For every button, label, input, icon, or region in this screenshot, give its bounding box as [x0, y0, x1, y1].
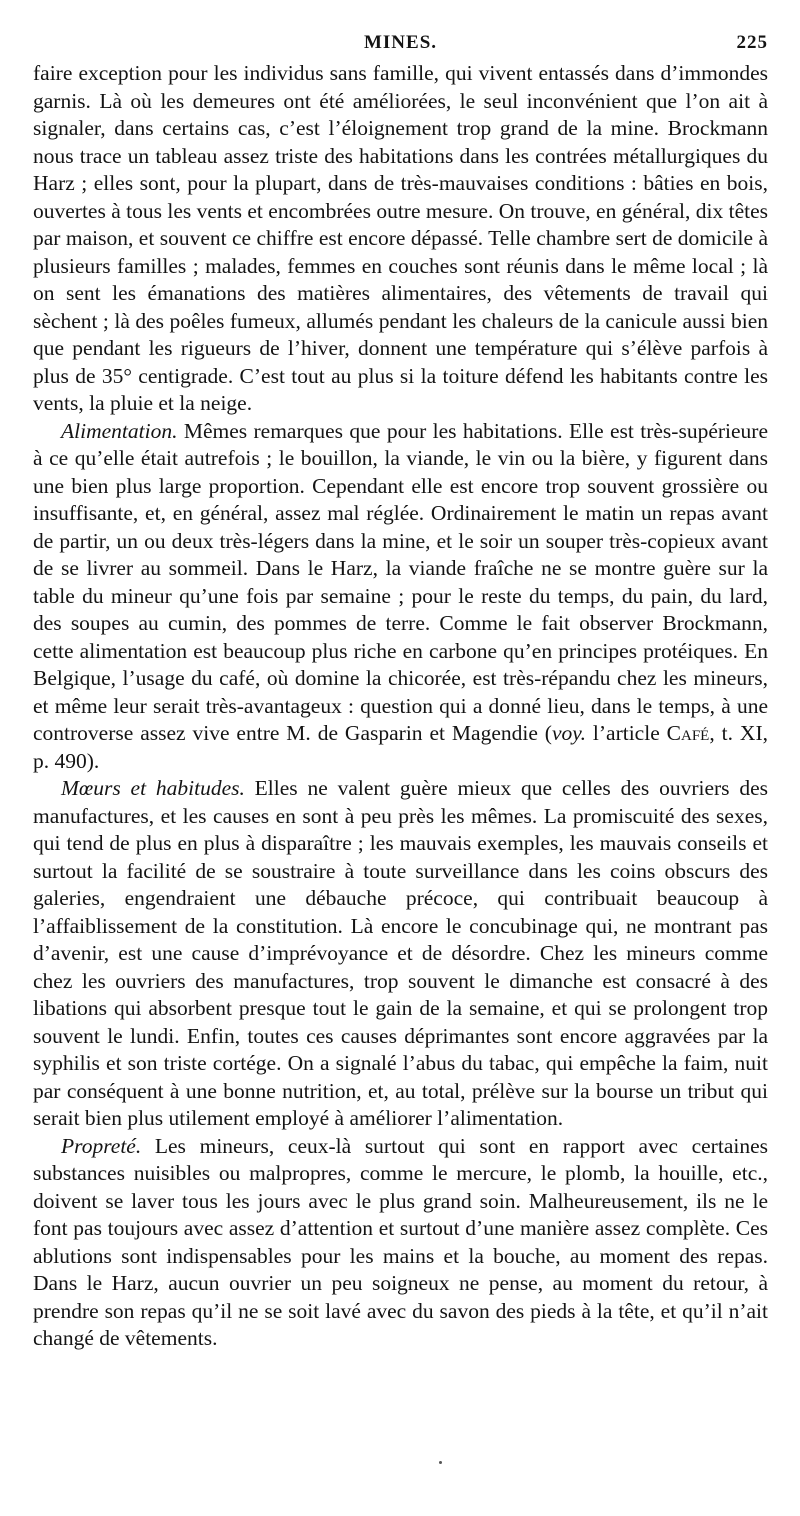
section-heading-alimentation: Alimentation.	[61, 418, 178, 443]
section-heading-moeurs: Mœurs et habitudes.	[61, 776, 245, 800]
paragraph-text: Elles ne valent guère mieux que celles des ouvriers des manufactures, et les causes en sont à peu près les mêmes. La promiscuité des sexes, qui tend de plus en plus à disparaître ; les mauvais exemples, les mauvais conseils et surtout la facilité de se soustraire à toute surveillance dans les coins obscurs des galeries, engendraient une débauche précoce, qui contribuait beaucoup à l’affaiblissement de la constitution. Là encore le concubinage qui, ne montrant pas d’avenir, est une cause d’imprévoyance et de désordre. Chez les mineurs comme chez les ouvriers des manufactures, trop souvent le dimanche est consacré à des libations qui absorbent presque tout le gain de la semaine, et qui se prolongent trop souvent le lundi. Enfin, toutes ces causes déprimantes sont encore aggravées par la syphilis et son triste cortége. On a signalé l’abus du tabac, qui empêche la faim, nuit par conséquent à une bonne nutrition, et, au total, prélève sur la bourse un tribut qui serait bien plus utilement employé à améliorer l’alimentation.	[33, 776, 769, 1130]
running-title: MINES.	[363, 32, 438, 53]
body-text	[33, 60, 768, 1353]
page-number: 225	[736, 32, 768, 53]
paragraph-moeurs	[33, 775, 768, 1133]
reference-voy: voy.	[551, 721, 586, 745]
book-page	[33, 30, 768, 1353]
paragraph-text: Mêmes remarques que pour les habitations. Elle est très-supérieure à ce qu’elle était autrefois ; le bouillon, la viande, le vin ou la bière, y figurent dans une bien plus large proportion. Cependant elle est encore trop souvent grossière ou insuffisante, et, en général, assez mal réglée. Ordinairement le matin un repas avant de partir, un ou deux très-légers dans la mine, et le soir un souper très-copieux avant de se livrer au sommeil. Dans le Harz, la viande fraîche ne se montre guère sur la table du mineur qu’une fois par semaine ; pour le reste du temps, du pain, du lard, des soupes au cumin, des pommes de terre. Comme le fait observer Brockmann, cette alimentation est beaucoup plus riche en carbone qu’en principes protéiques. En Belgique, l’usage du café, où domine la chicorée, est très-répandu chez les mineurs, et même leur serait très-avantageux : question qui a donné lieu, dans le temps, à une controverse assez vive entre M. de Gasparin et Magendie (	[33, 418, 768, 745]
paragraph-habitations-continued	[33, 60, 768, 418]
running-header	[33, 30, 768, 60]
paragraph-text: Les mineurs, ceux-là surtout qui sont en rapport avec certaines substances nuisibles ou malpropres, comme le mercure, le plomb, la houille, etc., doivent se laver tous les jours avec le plus grand soin. Malheureusement, ils ne le font pas toujours avec assez d’attention et surtout d’une manière assez complète. Ces ablutions sont indispensables pour les mains et la bouche, au moment des repas. Dans le Harz, aucun ouvrier un peu soigneux ne pense, au moment du retour, à prendre son repas qu’il ne se soit lavé avec du savon des pieds à la tête, et qu’il n’ait changé de vêtements.	[33, 1133, 768, 1350]
reference-text: l’article	[585, 721, 667, 745]
page-speck	[439, 1461, 442, 1464]
reference-article-cafe: Café	[666, 721, 710, 745]
paragraph-text: faire exception pour les individus sans famille, qui vivent entassés dans d’immondes garnis. Là où les demeures ont été améliorées, le seul inconvénient que l’on ait à signaler, dans certains cas, c’est l’éloignement trop grand de la mine. Brockmann nous trace un tableau assez triste des habitations dans les contrées métallurgiques du Harz ; elles sont, pour la plupart, dans de très-mauvaises conditions : bâties en bois, ouvertes à tous les vents et encombrées outre mesure. On trouve, en général, dix têtes par maison, et souvent ce chiffre est encore dépassé. Telle chambre sert de domicile à plusieurs familles ; malades, femmes en couches sont réunis dans le même local ; là on sent les émanations des matières alimentaires, des vêtements de travail qui sèchent ; là des poêles fumeux, allumés pendant les chaleurs de la canicule aussi bien que pendant les rigueurs de l’hiver, donnent une température qui s’élève parfois à plus de 35° centigrade. C’est tout au plus si la toiture défend les habitants contre les vents, la pluie et la neige.	[33, 61, 768, 415]
paragraph-proprete	[33, 1133, 768, 1353]
reference-citation: , t. XI, p. 490).	[33, 721, 768, 773]
paragraph-alimentation	[33, 418, 768, 776]
section-heading-proprete: Propreté.	[61, 1133, 142, 1158]
